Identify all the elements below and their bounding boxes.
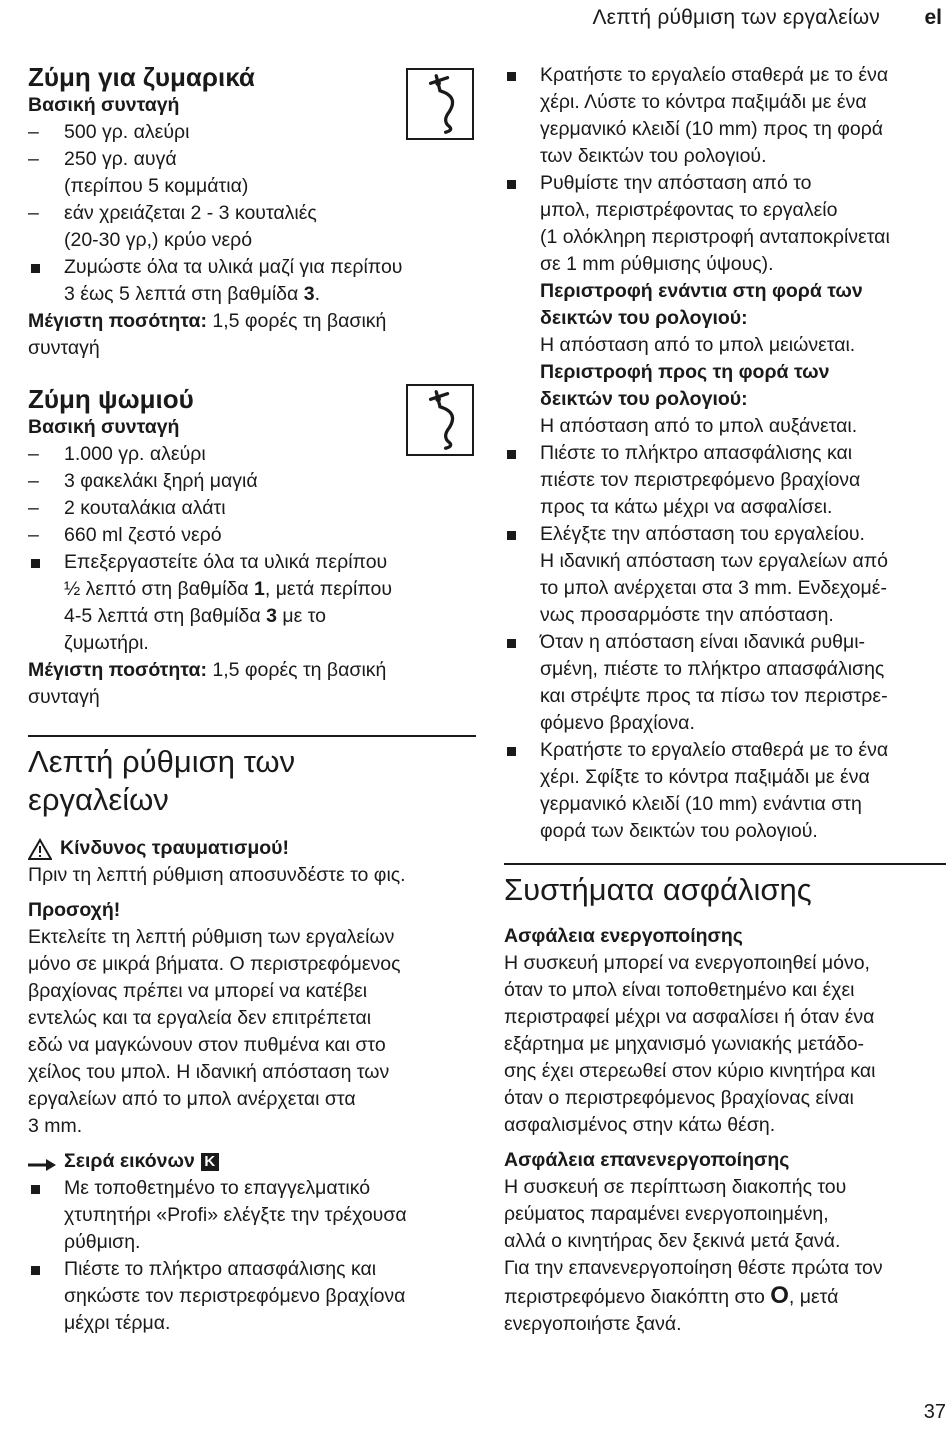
list-item: – 3 φακελάκι ξηρή μαγιά [28,468,476,495]
language-code: el [924,6,942,29]
list-item: – 500 γρ. αλεύρι [28,119,476,146]
clockwise-text: Η απόσταση από το μπολ αυξάνεται. [540,415,858,437]
list-item: Πιέστε το πλήκτρο απασφάλισης και σηκώστε τον περιστρεφόμενο βραχίονα μέχρι τέρμα. [28,1256,476,1337]
list-item: Επεξεργαστείτε όλα τα υλικά περίπου ½ λεπτό στη βαθμίδα 1, μετά περίπου 4-5 λεπτά στη βαθμίδα 3 με το ζυμωτήρι. [28,549,476,657]
caution-heading: Προσοχή! [28,899,121,921]
running-header [0,2,950,34]
pasta-basic-recipe-label: Βασική συνταγή [28,94,180,116]
fine-adjustment-section [28,743,476,1337]
list-item: – 1.000 γρ. αλεύρι [28,441,476,468]
bread-dough-recipe [28,384,476,711]
list-item: – 2 κουταλάκια αλάτι [28,495,476,522]
left-column [28,62,476,1337]
caution-text: Εκτελείτε τη λεπτή ρύθμιση των εργαλείων μόνο σε μικρά βήματα. Ο περιστρεφόμενος βραχίονας πρέπει να μπορεί να κατέβει εντελώς και τα εργαλεία δεν επιτρέπεται εδώ να μαγκώνουν στον πυθμένα και στο χείλος του μπολ. Η ιδανική απόσταση των εργαλείων από το μπολ ανέρχεται στα 3 mm. [28,926,401,1137]
pasta-dough-title: Ζύμη για ζυμαρικά [28,62,255,92]
injury-danger-heading: Κίνδυνος τραυματισμού! [28,835,476,862]
clockwise-heading: Περιστροφή προς τη φορά των [540,361,830,383]
list-item: Κρατήστε το εργαλείο σταθερά με το ένα χέρι. Λύστε το κόντρα παξιμάδι με ένα γερμανικό κλειδί (10 mm) προς τη φορά των δεικτών του ρολογιού. [504,62,946,170]
pasta-dough-recipe [28,62,476,362]
bread-basic-recipe-label: Βασική συνταγή [28,416,180,438]
counterclockwise-text: Η απόσταση από το μπολ μειώνεται. [540,334,856,356]
bread-max-quantity: Μέγιστη ποσότητα: 1,5 φορές τη βασική συνταγή [28,659,387,708]
restart-lock-text: Η συσκευή σε περίπτωση διακοπής του ρεύματος παραμένει ενεργοποιημένη, αλλά ο κινητήρας δεν ξεκινά μετά ξανά. Για την επανενεργοποίηση θέστε πρώτα τον περιστρεφόμενο διακόπτη στο O, μετά ενεργοποιήστε ξανά. [504,1176,883,1335]
injury-danger-text: Πριν τη λεπτή ρύθμιση αποσυνδέστε το φις. [28,864,406,886]
list-item: Ζυμώστε όλα τα υλικά μαζί για περίπου 3 έως 5 λεπτά στη βαθμίδα 3. [28,254,476,308]
page-number: 37 [923,1401,946,1423]
list-item: Πιέστε το πλήκτρο απασφάλισης και πιέστε τον περιστρεφόμενο βραχίονα προς τα κάτω μέχρι να ασφαλίσει. [504,440,946,521]
safety-systems-title: Συστήματα ασφάλισης [504,872,812,907]
arrow-right-icon [28,1154,58,1170]
activation-lock-text: Η συσκευή μπορεί να ενεργοποιηθεί μόνο, όταν το μπολ είναι τοποθετημένο και έχει περιστραφεί μέχρι να ασφαλίσει ή όταν ένα εξάρτημα με μηχανισμό γωνιακής μετάδο- σης έχει στερεωθεί στον κύριο κινητήρα και όταν ο περιστρεφόμενος βραχίονας είναι ασφαλισμένος στην κάτω θέση. [504,952,876,1136]
list-item: Ελέγξτε την απόσταση του εργαλείου. Η ιδανική απόσταση των εργαλείων από το μπολ ανέρχεται στα 3 mm. Ενδεχομέ- νως προσαρμόστε την απόσταση. [504,521,946,629]
bread-dough-title: Ζύμη ψωμιού [28,384,194,414]
restart-lock-heading: Ασφάλεια επανενεργοποίησης [504,1149,790,1171]
fine-adjustment-title: Λεπτή ρύθμιση των εργαλείων [28,744,296,817]
pasta-ingredient-list [28,119,476,308]
warning-triangle-icon [28,838,52,860]
counterclockwise-heading: Περιστροφή ενάντια στη φορά των [540,280,863,302]
list-item: – 250 γρ. αυγά (περίπου 5 κομμάτια) [28,146,476,200]
list-item: – εάν χρειάζεται 2 - 3 κουταλιές (20-30 γρ,) κρύο νερό [28,200,476,254]
running-header-title: Λεπτή ρύθμιση των εργαλείων [592,6,880,29]
list-item: Ρυθμίστε την απόσταση από το μπολ, περιστρέφοντας το εργαλείο (1 ολόκληρη περιστροφή ανταποκρίνεται σε 1 mm ρύθμισης ύψους). Περιστροφή ενάντια στη φορά των δεικτών του ρολογιού: Η απόσταση από το μπολ μειώνεται. Περιστροφή προς τη φορά των δεικτών του ρολογιού: Η απόσταση από το μπολ αυξάνεται. [504,170,946,440]
section-divider [28,735,476,737]
list-item: Όταν η απόσταση είναι ιδανικά ρυθμι- σμένη, πιέστε το πλήκτρο απασφάλισης και στρέψτε προς τα πίσω τον περιστρε- φόμενο βραχίονα. [504,629,946,737]
figure-k-badge: K [201,1153,219,1171]
activation-lock-heading: Ασφάλεια ενεργοποίησης [504,925,743,947]
off-position-symbol: O [770,1282,789,1309]
bread-ingredient-list [28,441,476,657]
list-item: Με τοποθετημένο το επαγγελματικό χτυπητήρι «Profi» ελέγξτε την τρέχουσα ρύθμιση. [28,1175,476,1256]
fine-adjustment-steps-left [28,1175,476,1337]
list-item: Κρατήστε το εργαλείο σταθερά με το ένα χέρι. Σφίξτε το κόντρα παξιμάδι με ένα γερμανικό κλειδί (10 mm) ενάντια στη φορά των δεικτών του ρολογιού. [504,737,946,845]
safety-systems-section [504,871,946,1338]
section-divider [504,863,946,865]
picture-sequence-heading: Σειρά εικόνων K [28,1148,476,1175]
fine-adjustment-steps-right [504,62,946,845]
pasta-max-quantity: Μέγιστη ποσότητα: 1,5 φορές τη βασική συνταγή [28,310,387,359]
right-column [504,62,946,1338]
list-item: – 660 ml ζεστό νερό [28,522,476,549]
